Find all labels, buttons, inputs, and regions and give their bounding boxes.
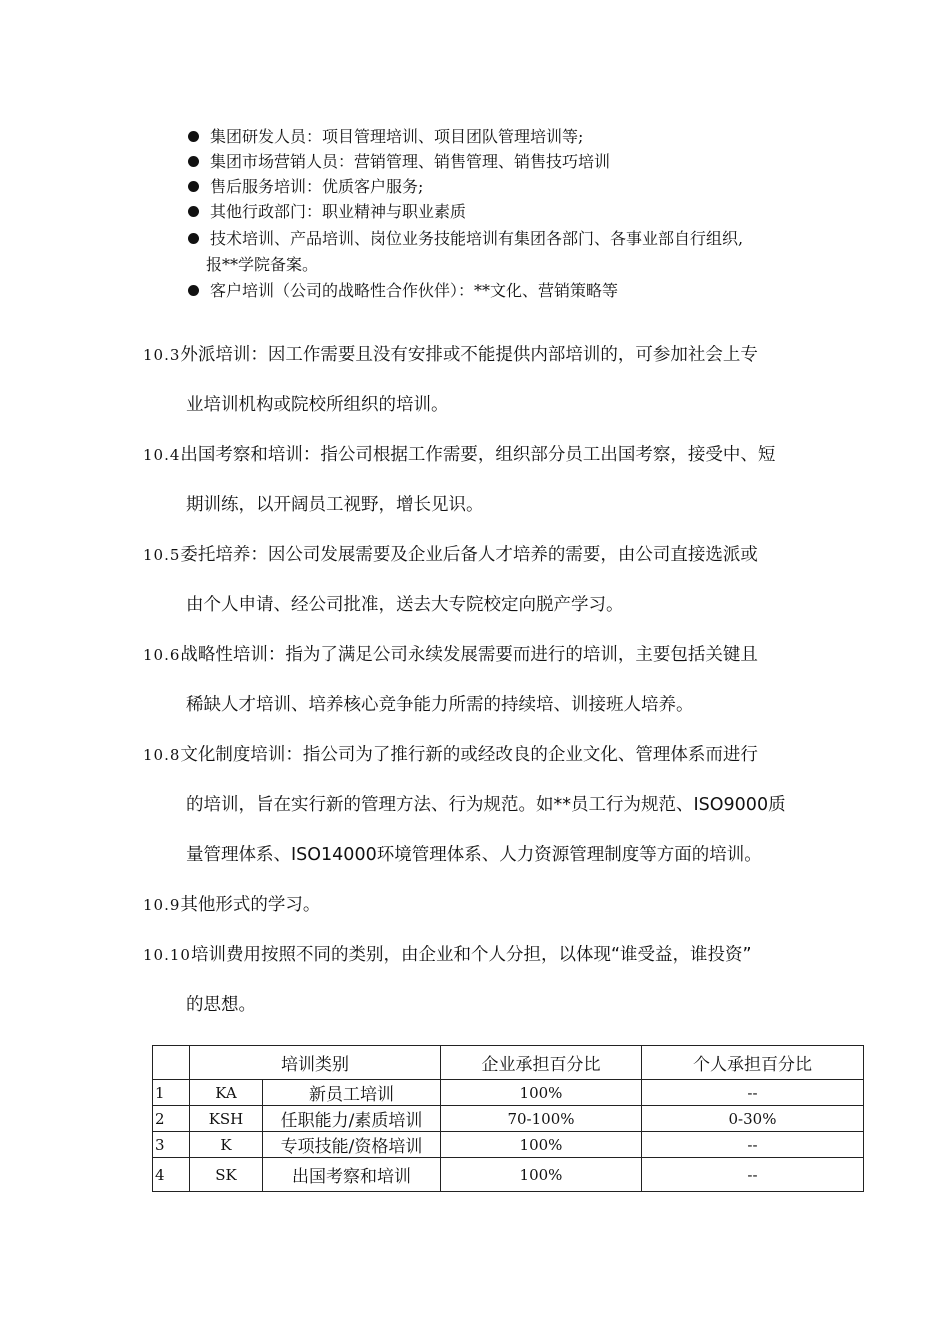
bullet-dot-icon xyxy=(188,233,199,244)
bullet-item xyxy=(182,174,822,199)
row-index: 2 xyxy=(153,1106,190,1132)
table-row xyxy=(153,1158,864,1192)
section-10-6 xyxy=(143,630,823,730)
category-name: 专项技能/资格培训 xyxy=(263,1132,441,1158)
section-text: 委托培养：因公司发展需要及企业后备人才培养的需要，由公司直接选派或 xyxy=(180,545,758,565)
section-text: 由个人申请、经公司批准，送去大专院校定向脱产学习。 xyxy=(186,595,624,615)
table-header-cell: 企业承担百分比 xyxy=(441,1046,642,1080)
section-number: 10.5 xyxy=(143,546,181,564)
row-index: 3 xyxy=(153,1132,190,1158)
section-10-5 xyxy=(143,530,823,630)
section-list xyxy=(143,330,823,1030)
category-code: KA xyxy=(190,1080,263,1106)
section-number: 10.6 xyxy=(143,646,181,664)
table-header-cell xyxy=(153,1046,190,1080)
section-10-3 xyxy=(143,330,823,430)
enterprise-share: 70-100% xyxy=(441,1106,642,1132)
table-header-cell: 培训类别 xyxy=(190,1046,441,1080)
bullet-item xyxy=(182,124,822,149)
section-text: 培训费用按照不同的类别，由企业和个人分担，以体现“谁受益，谁投资” xyxy=(190,945,752,965)
training-cost-table xyxy=(152,1045,864,1192)
enterprise-share: 100% xyxy=(441,1158,642,1192)
section-text: 量管理体系、ISO14000环境管理体系、人力资源管理制度等方面的培训。 xyxy=(186,845,762,865)
section-text: 业培训机构或院校所组织的培训。 xyxy=(186,395,449,415)
bullet-text: 售后服务培训：优质客户服务; xyxy=(210,177,424,196)
bullet-text: 集团市场营销人员：营销管理、销售管理、销售技巧培训 xyxy=(210,152,611,171)
bullet-item xyxy=(182,199,822,224)
individual-share: -- xyxy=(642,1158,864,1192)
category-code: SK xyxy=(190,1158,263,1192)
section-text: 外派培训：因工作需要且没有安排或不能提供内部培训的，可参加社会上专 xyxy=(180,345,758,365)
section-number: 10.9 xyxy=(143,896,181,914)
section-text: 文化制度培训：指公司为了推行新的或经改良的企业文化、管理体系而进行 xyxy=(180,745,758,765)
section-text: 的思想。 xyxy=(186,995,256,1015)
bullet-dot-icon xyxy=(188,285,199,296)
section-text: 其他形式的学习。 xyxy=(180,895,321,915)
bullet-dot-icon xyxy=(188,156,199,167)
individual-share: 0-30% xyxy=(642,1106,864,1132)
table-row xyxy=(153,1080,864,1106)
bullet-text: 其他行政部门：职业精神与职业素质 xyxy=(210,202,467,221)
section-10-10 xyxy=(143,930,823,1030)
section-text: 稀缺人才培训、培养核心竞争能力所需的持续培、训接班人培养。 xyxy=(186,695,694,715)
table-row xyxy=(153,1106,864,1132)
category-code: KSH xyxy=(190,1106,263,1132)
bullet-dot-icon xyxy=(188,181,199,192)
section-number: 10.4 xyxy=(143,446,181,464)
bullet-text: 集团研发人员：项目管理培训、项目团队管理培训等; xyxy=(210,127,584,146)
bullet-dot-icon xyxy=(188,131,199,142)
table-row xyxy=(153,1132,864,1158)
bullet-continuation: 报**学院备案。 xyxy=(206,255,319,274)
section-text: 的培训，旨在实行新的管理方法、行为规范。如**员工行为规范、ISO9000质 xyxy=(186,795,786,815)
bullet-text: 客户培训（公司的战略性合作伙伴）：**文化、营销策略等 xyxy=(210,281,619,300)
bullet-item xyxy=(182,226,822,251)
section-10-8 xyxy=(143,730,823,880)
row-index: 1 xyxy=(153,1080,190,1106)
bullet-item xyxy=(182,149,822,174)
table-header-row xyxy=(153,1046,864,1080)
section-number: 10.10 xyxy=(143,946,191,964)
category-code: K xyxy=(190,1132,263,1158)
bullet-list xyxy=(182,124,822,303)
individual-share: -- xyxy=(642,1132,864,1158)
section-number: 10.3 xyxy=(143,346,181,364)
enterprise-share: 100% xyxy=(441,1132,642,1158)
section-text: 期训练，以开阔员工视野，增长见识。 xyxy=(186,495,484,515)
section-number: 10.8 xyxy=(143,746,181,764)
bullet-dot-icon xyxy=(188,206,199,217)
table-header-cell: 个人承担百分比 xyxy=(642,1046,864,1080)
section-10-9 xyxy=(143,880,823,930)
section-10-4 xyxy=(143,430,823,530)
enterprise-share: 100% xyxy=(441,1080,642,1106)
category-name: 出国考察和培训 xyxy=(263,1158,441,1192)
category-name: 新员工培训 xyxy=(263,1080,441,1106)
individual-share: -- xyxy=(642,1080,864,1106)
category-name: 任职能力/素质培训 xyxy=(263,1106,441,1132)
bullet-text: 技术培训、产品培训、岗位业务技能培训有集团各部门、各事业部自行组织, xyxy=(210,229,744,248)
row-index: 4 xyxy=(153,1158,190,1192)
section-text: 战略性培训：指为了满足公司永续发展需要而进行的培训，主要包括关键且 xyxy=(180,645,758,665)
section-text: 出国考察和培训：指公司根据工作需要，组织部分员工出国考察，接受中、短 xyxy=(180,445,776,465)
bullet-item xyxy=(182,278,822,303)
